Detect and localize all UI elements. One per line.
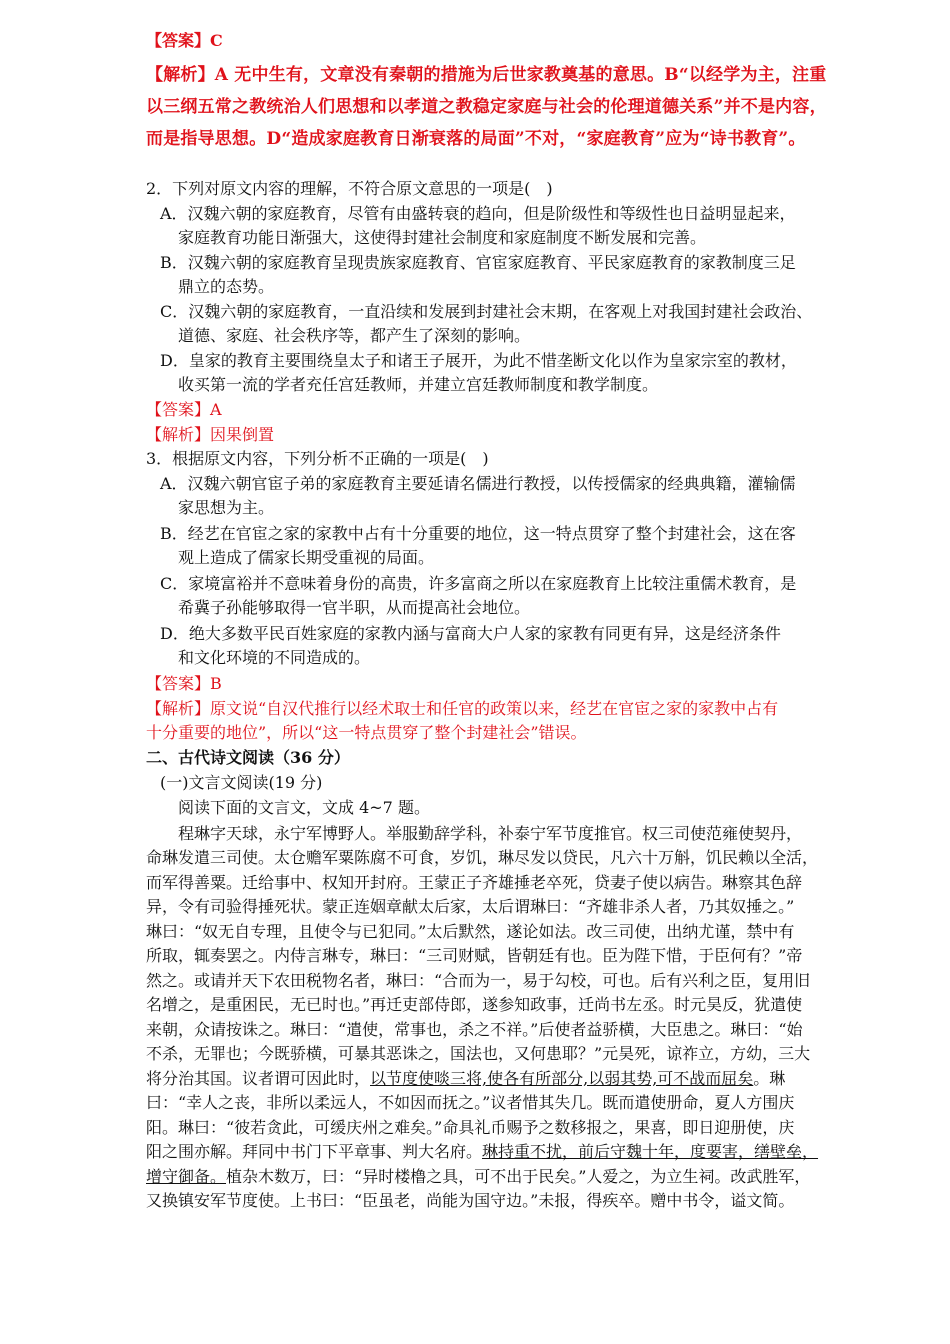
passage-line: 不杀，无罪也；今既骄横，可暴其恶诛之，国法也，又何患耶？”元昊死，谅祚立，方幼，三大 [146,1044,811,1063]
passage-line: 阳。琳曰：“彼若贪此，可缓庆州之难矣。”命具礼币赐予之数移报之，果喜，即日迎册使，庆 [146,1118,795,1137]
q1-analysis-line: 而是指导思想。D“造成家庭教育日渐衰落的局面”不对，“家庭教育”应为“诗书教育”。 [146,129,806,149]
q3-option-a: A．汉魏六朝官宦子弟的家庭教育主要延请名儒进行教授，以传授儒家的经典典籍，灌输儒 [160,474,796,493]
passage-line: 曰：“幸人之丧，非所以柔远人，不如因而抚之。”议者惜其失几。既而遣使册命，夏人方围庆 [146,1093,795,1112]
passage-line: 来朝，众请按诛之。琳曰：“遣使，常事也，杀之不祥。”后使者益骄横，大臣患之。琳曰：“始 [146,1020,803,1039]
q2-option-d-cont: 收买第一流的学者充任宫廷教师，并建立宫廷教师制度和教学制度。 [178,375,659,394]
passage-intro: 阅读下面的文言文，文成 4~7 题。 [178,798,430,817]
passage-line: 又换镇安军节度使。上书曰：“臣虽老，尚能为国守边。”未报，得疾卒。赠中书令，谥文简。 [146,1191,795,1210]
subsection-heading: (一)文言文阅读(19 分) [160,773,323,792]
passage-line: 名增之，是重困民，无已时也。”再迁吏部侍郎，遂参知政事，迁尚书左丞。时元昊反，犹遣使 [146,995,803,1014]
underlined-sentence-2: 琳持重不扰，前后守魏十年，度要害，缮壁垒， [482,1142,819,1161]
q3-stem: 3．根据原文内容，下列分析不正确的一项是( ) [146,449,489,468]
q3-analysis-line: 十分重要的地位”，所以“这一特点贯穿了整个封建社会”错误。 [146,723,587,742]
q3-analysis-line: 【解析】原文说“自汉代推行以经术取士和任官的政策以来，经艺在官宦之家的家教中占有 [146,699,779,718]
q1-analysis-line: 以三纲五常之教统治人们思想和以孝道之教稳定家庭与社会的伦理道德关系”并不是内容， [146,97,827,117]
q2-option-b: B．汉魏六朝的家庭教育呈现贵族家庭教育、官宦家庭教育、平民家庭教育的家教制度三足 [160,253,796,272]
q3-option-b: B．经艺在官宦之家的家教中占有十分重要的地位，这一特点贯穿了整个封建社会，这在客 [160,524,796,543]
q2-stem: 2．下列对原文内容的理解，不符合原文意思的一项是( ) [146,179,553,198]
q2-option-c: C．汉魏六朝的家庭教育，一直沿续和发展到封建社会末期，在客观上对我国封建社会政治、 [160,302,813,321]
passage-text: 植杂木数万，曰：“异时楼橹之具，可不出于民矣。”人爱之，为立生祠。改武胜军， [226,1167,811,1186]
passage-text: 将分治其国。议者谓可因此时， [146,1069,371,1088]
q2-option-a-cont: 家庭教育功能日渐强大，这使得封建社会制度和家庭制度不断发展和完善。 [178,228,707,247]
section-heading: 二、古代诗文阅读（36 分） [146,748,350,767]
q3-option-b-cont: 观上造成了儒家长期受重视的局面。 [178,548,435,567]
passage-line: 异，令有司验得捶死状。蒙正连姻章献太后家，太后谓琳曰：“齐雄非杀人者，乃其奴捶之。” [146,897,795,916]
passage-line: 命琳发遣三司使。太仓赡军粟陈腐不可食，岁饥，琳尽发以贷民，凡六十万斛，饥民赖以全活， [146,848,819,867]
passage-text: 阳之围亦解。拜同中书门下平章事、判大名府。 [146,1142,483,1161]
q3-option-a-cont: 家思想为主。 [178,498,275,517]
q3-option-c-cont: 希冀子孙能够取得一官半职，从而提高社会地位。 [178,598,531,617]
q2-option-a: A．汉魏六朝的家庭教育，尽管有由盛转衰的趋向，但是阶级性和等级性也日益明显起来， [160,204,796,223]
q3-option-c: C．家境富裕并不意味着身份的高贵，许多富商之所以在家庭教育上比较注重儒术教育，是 [160,574,797,593]
passage-line: 程琳字天球，永宁军博野人。举服勤辞学科，补泰宁军节度推官。权三司使范雍使契丹， [178,824,803,843]
q2-answer: 【答案】A [146,400,222,419]
passage-line-with-underline [146,1141,818,1163]
q2-option-b-cont: 鼎立的态势。 [178,277,275,296]
q2-option-c-cont: 道德、家庭、社会秩序等，都产生了深刻的影响。 [178,326,531,345]
q3-answer: 【答案】B [146,674,222,693]
q3-option-d-cont: 和文化环境的不同造成的。 [178,648,371,667]
underlined-sentence-1: 以节度使啖三将,使各有所部分,以弱其势,可不战而屈矣 [370,1069,754,1088]
passage-line: 然之。或请并天下农田税物名者，琳曰：“合而为一，易于勾校，可也。后有兴利之臣，复用旧 [146,971,811,990]
q2-analysis: 【解析】因果倒置 [146,425,275,444]
q3-option-d: D．绝大多数平民百姓家庭的家教内涵与富商大户人家的家教有同更有异，这是经济条件 [160,624,781,643]
passage-line: 琳曰：“奴无自专理，且使令与已犯同。”太后默然，遂论如法。改三司使，出纳尤谨，禁中有 [146,922,795,941]
passage-line: 而军得善粟。迁给事中、权知开封府。王蒙正子齐雄捶老卒死，贷妻子使以病告。琳察其色辞 [146,873,803,892]
underlined-sentence-2-cont: 增守御备。 [146,1167,227,1186]
passage-line-with-underline [146,1068,785,1090]
q1-answer: 【答案】C [146,31,223,50]
passage-text: 。琳 [753,1069,786,1088]
passage-line-with-underline [146,1166,810,1188]
passage-line: 所取，辄奏罢之。内侍言琳专，琳曰：“三司财赋，皆朝廷有也。臣为陛下惜，于臣何有？”帝 [146,946,803,965]
q2-option-d: D．皇家的教育主要围绕皇太子和诸王子展开，为此不惜垄断文化以作为皇家宗室的教材， [160,351,797,370]
q1-analysis-line: 【解析】A 无中生有，文章没有秦朝的措施为后世家教奠基的意思。B“以经学为主，注重 [146,65,827,85]
